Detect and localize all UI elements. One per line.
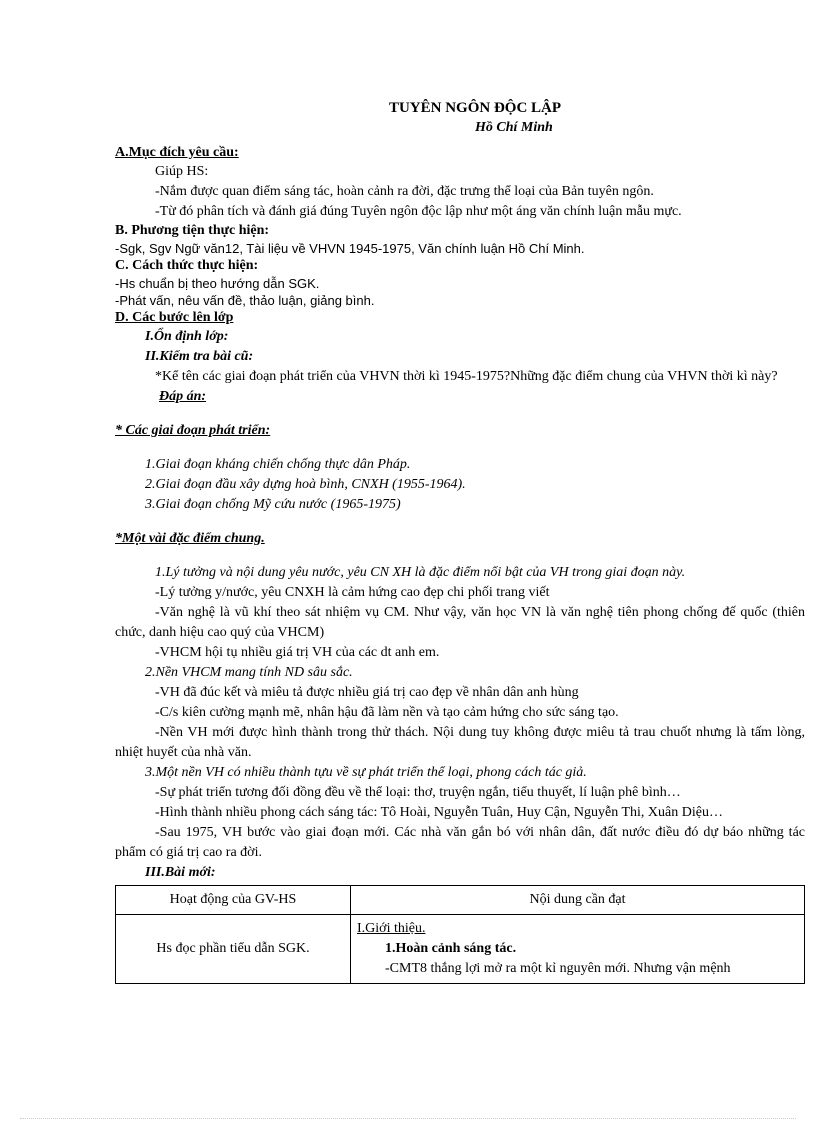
context-heading: 1.Hoàn cảnh sáng tác. — [385, 941, 517, 956]
feature-1-item: -VHCM hội tụ nhiều giá trị VH của các dt anh em. — [155, 645, 440, 660]
feature-2-title: 2.Nền VHCM mang tính ND sâu sắc. — [145, 665, 353, 680]
context-text: -CMT8 thắng lợi mở ra một kỉ nguyên mới. Nhưng vận mệnh — [385, 961, 731, 976]
document-author: Hồ Chí Minh — [475, 120, 553, 135]
feature-2-item: -C/s kiên cường mạnh mẽ, nhân hậu đã làm nền và tạo cảm hứng cho sức sáng tạo. — [155, 705, 619, 720]
header-activities: Hoạt động của GV-HS — [116, 886, 351, 915]
stage-item: 3.Giai đoạn chống Mỹ cứu nước (1965-1975) — [145, 497, 401, 512]
intro-heading: I.Giới thiệu. — [357, 921, 426, 936]
lesson-table — [115, 885, 805, 984]
document-title: TUYÊN NGÔN ĐỘC LẬP — [388, 100, 562, 116]
section-b-heading: B. Phương tiện thực hiện: — [115, 223, 270, 238]
step-3-heading: III.Bài mới: — [145, 865, 216, 880]
table-header-row — [116, 886, 805, 915]
feature-3-item: -Sau 1975, VH bước vào giai đoạn mới. Các nhà văn gắn bó với nhân dân, đất nước điều đó dự báo những tác phẩm có giá trị cao ra đời. — [115, 825, 805, 860]
feature-1-title: 1.Lý tưởng và nội dung yêu nước, yêu CN XH là đặc điểm nổi bật của VH trong giai đoạn này. — [155, 565, 686, 580]
step-2-heading: II.Kiểm tra bài cũ: — [145, 349, 254, 364]
step-1-heading: I.Ổn định lớp: — [145, 329, 229, 344]
document-page — [115, 98, 805, 984]
section-d-heading: D. Các bước lên lớp — [115, 310, 234, 325]
row-content — [351, 915, 805, 984]
review-question: *Kể tên các giai đoạn phát triển của VHVN thời kì 1945-1975?Những đặc điểm chung của VHVN thời kì này? — [155, 369, 778, 384]
page-bottom-divider — [20, 1118, 796, 1119]
header-content: Nội dung cần đạt — [351, 886, 805, 915]
section-a-intro: Giúp HS: — [155, 164, 209, 179]
row-activity: Hs đọc phần tiểu dẫn SGK. — [116, 915, 351, 984]
section-a-p2: -Từ đó phân tích và đánh giá đúng Tuyên ngôn độc lập như một áng văn chính luận mẫu mực. — [155, 204, 682, 219]
table-row — [116, 915, 805, 984]
feature-3-title: 3.Một nền VH có nhiều thành tựu về sự phát triển thể loại, phong cách tác giả. — [145, 765, 587, 780]
feature-2-item: -Nền VH mới được hình thành trong thử thách. Nội dung tuy không được miêu tả trau chuốt nhưng là tấm lòng, nhiệt huyết của nhà văn. — [115, 725, 805, 760]
section-c-heading: C. Cách thức thực hiện: — [115, 258, 259, 273]
stages-heading: * Các giai đoạn phát triển: — [115, 423, 271, 438]
section-a-heading: A.Mục đích yêu cầu: — [115, 145, 239, 160]
section-b-p1: -Sgk, Sgv Ngữ văn12, Tài liệu về VHVN 1945-1975, Văn chính luận Hồ Chí Minh. — [115, 241, 585, 256]
section-c-p2: -Phát vấn, nêu vấn đề, thảo luận, giảng bình. — [115, 293, 375, 308]
section-c-p1: -Hs chuẩn bị theo hướng dẫn SGK. — [115, 276, 320, 291]
feature-3-item: -Sự phát triển tương đối đồng đều về thể loại: thơ, truyện ngắn, tiểu thuyết, lí luận phê bình… — [155, 785, 681, 800]
answer-label: Đáp án: — [159, 389, 207, 404]
features-heading: *Một vài đặc điểm chung. — [115, 531, 265, 546]
stage-item: 1.Giai đoạn kháng chiến chống thực dân Pháp. — [145, 457, 411, 472]
feature-2-item: -VH đã đúc kết và miêu tả được nhiều giá trị cao đẹp về nhân dân anh hùng — [155, 685, 579, 700]
stage-item: 2.Giai đoạn đầu xây dựng hoà bình, CNXH (1955-1964). — [145, 477, 466, 492]
feature-1-item: -Văn nghệ là vũ khí theo sát nhiệm vụ CM. Như vậy, văn học VN là văn nghệ tiên phong chống đế quốc (thiên chức, danh hiệu cao quý của VHCM) — [115, 605, 805, 640]
feature-3-item: -Hình thành nhiều phong cách sáng tác: Tô Hoài, Nguyễn Tuân, Huy Cận, Nguyễn Thi, Xuân Diệu… — [155, 805, 723, 820]
feature-1-item: -Lý tưởng y/nước, yêu CNXH là cảm hứng cao đẹp chi phối trang viết — [155, 585, 550, 600]
section-a-p1: -Nắm được quan điểm sáng tác, hoàn cảnh ra đời, đặc trưng thể loại của Bản tuyên ngôn. — [155, 184, 654, 199]
